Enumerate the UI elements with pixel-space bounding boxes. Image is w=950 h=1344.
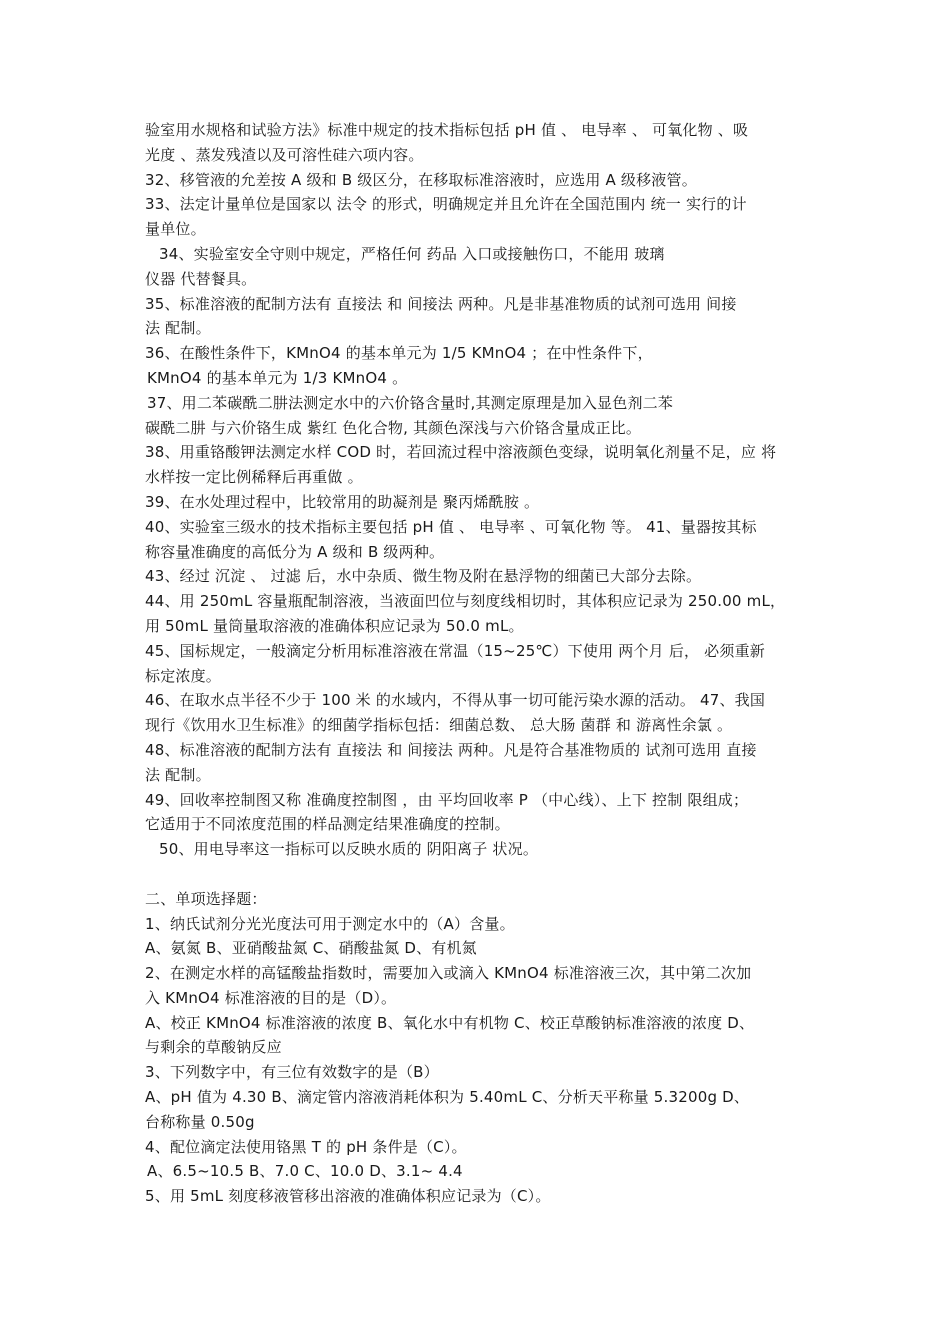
text-line: 33、法定计量单位是国家以 法令 的形式，明确规定并且允许在全国范围内 统一 实行的计 bbox=[145, 195, 747, 214]
text-line: A、6.5~10.5 B、7.0 C、10.0 D、3.1~ 4.4 bbox=[147, 1162, 463, 1181]
text-line: KMnO4 的基本单元为 1/3 KMnO4 。 bbox=[147, 368, 408, 387]
text-line: A、氨氮 B、亚硝酸盐氮 C、硝酸盐氮 D、有机氮 bbox=[145, 939, 477, 958]
text-line: 46、在取水点半径不少于 100 米 的水域内，不得从事一切可能污染水源的活动。 47、我国 bbox=[145, 691, 766, 710]
text-line: 量单位。 bbox=[145, 220, 206, 239]
text-line: 入 KMnO4 标准溶液的目的是（D）。 bbox=[145, 988, 397, 1007]
text-line: 35、标准溶液的配制方法有 直接法 和 间接法 两种。凡是非基准物质的试剂可选用 间接 bbox=[145, 294, 737, 313]
text-line: 它适用于不同浓度范围的样品测定结果准确度的控制。 bbox=[145, 815, 510, 834]
text-line: 50、用电导率这一指标可以反映水质的 阴阳离子 状况。 bbox=[159, 840, 539, 859]
text-line: 40、实验室三级水的技术指标主要包括 pH 值 、 电导率 、可氧化物 等。 41、量器按其标 bbox=[145, 517, 757, 536]
text-line: 44、用 250mL 容量瓶配制溶液，当液面凹位与刻度线相切时，其体积应记录为 250.00 mL， bbox=[145, 592, 786, 611]
text-line: 4、配位滴定法使用铬黑 T 的 pH 条件是（C）。 bbox=[145, 1137, 467, 1156]
text-line: 验室用水规格和试验方法》标准中规定的技术指标包括 pH 值 、 电导率 、 可氧化物 、吸 bbox=[145, 121, 749, 139]
text-line: 5、用 5mL 刻度移液管移出溶液的准确体积应记录为（C）。 bbox=[145, 1187, 551, 1206]
text-line: 称容量准确度的高低分为 A 级和 B 级两种。 bbox=[145, 542, 445, 561]
text-line: 38、用重铬酸钾法测定水样 COD 时，若回流过程中溶液颜色变绿，说明氧化剂量不足，应 将 bbox=[145, 443, 777, 462]
section-spacer bbox=[145, 862, 810, 887]
text-line: 现行《饮用水卫生标准》的细菌学指标包括：细菌总数、 总大肠 菌群 和 游离性余氯 。 bbox=[145, 716, 733, 735]
text-line: 法 配制。 bbox=[145, 319, 211, 338]
text-line: 2、在测定水样的高锰酸盐指数时，需要加入或滴入 KMnO4 标准溶液三次，其中第二次加 bbox=[145, 964, 752, 983]
text-line: A、pH 值为 4.30 B、滴定管内溶液消耗体积为 5.40mL C、分析天平称量 5.3200g D、 bbox=[145, 1088, 750, 1107]
text-line: 37、用二苯碳酰二肼法测定水中的六价铬含量时,其测定原理是加入显色剂二苯 bbox=[147, 393, 674, 412]
text-line: 水样按一定比例稀释后再重做 。 bbox=[145, 468, 363, 487]
text-line: 光度 、蒸发残渣以及可溶性硅六项内容。 bbox=[145, 145, 424, 164]
fill-in-section bbox=[145, 118, 810, 862]
text-line: A、校正 KMnO4 标准溶液的浓度 B、氧化水中有机物 C、校正草酸钠标准溶液的浓度 D、 bbox=[145, 1013, 755, 1032]
text-line: 36、在酸性条件下，KMnO4 的基本单元为 1/5 KMnO4 ；在中性条件下， bbox=[145, 344, 653, 363]
text-line: 碳酰二肼 与六价铬生成 紫红 色化合物, 其颜色深浅与六价铬含量成正比。 bbox=[145, 418, 642, 437]
text-line: 1、纳氏试剂分光光度法可用于测定水中的（A）含量。 bbox=[145, 914, 515, 933]
document-page bbox=[145, 118, 810, 1209]
text-line: 34、实验室安全守则中规定，严格任何 药品 入口或接触伤口，不能用 玻璃 bbox=[159, 244, 665, 263]
text-line: 39、在水处理过程中，比较常用的助凝剂是 聚丙烯酰胺 。 bbox=[145, 492, 540, 511]
text-line: 标定浓度。 bbox=[145, 666, 222, 685]
text-line: 48、标准溶液的配制方法有 直接法 和 间接法 两种。凡是符合基准物质的 试剂可选用 直接 bbox=[145, 740, 757, 759]
text-line: 49、回收率控制图又称 准确度控制图 ，由 平均回收率 P （中心线）、上下 控制 限组成； bbox=[145, 790, 749, 809]
text-line: 与剩余的草酸钠反应 bbox=[145, 1038, 282, 1057]
text-line: 32、移管液的允差按 A 级和 B 级区分，在移取标准溶液时，应选用 A 级移液管。 bbox=[145, 170, 697, 189]
text-line: 45、国标规定，一般滴定分析用标准溶液在常温（15~25℃）下使用 两个月 后， 必须重新 bbox=[145, 641, 765, 660]
choice-section bbox=[145, 887, 810, 1209]
text-line: 用 50mL 量筒量取溶液的准确体积应记录为 50.0 mL。 bbox=[145, 616, 524, 635]
text-line: 台称称量 0.50g bbox=[145, 1112, 255, 1131]
text-line: 3、下列数字中，有三位有效数字的是（B） bbox=[145, 1063, 439, 1082]
text-line: 43、经过 沉淀 、 过滤 后，水中杂质、微生物及附在悬浮物的细菌已大部分去除。 bbox=[145, 567, 702, 586]
text-line: 二、单项选择题： bbox=[145, 889, 267, 908]
text-line: 法 配制。 bbox=[145, 765, 211, 784]
text-line: 仪器 代替餐具。 bbox=[145, 269, 257, 288]
